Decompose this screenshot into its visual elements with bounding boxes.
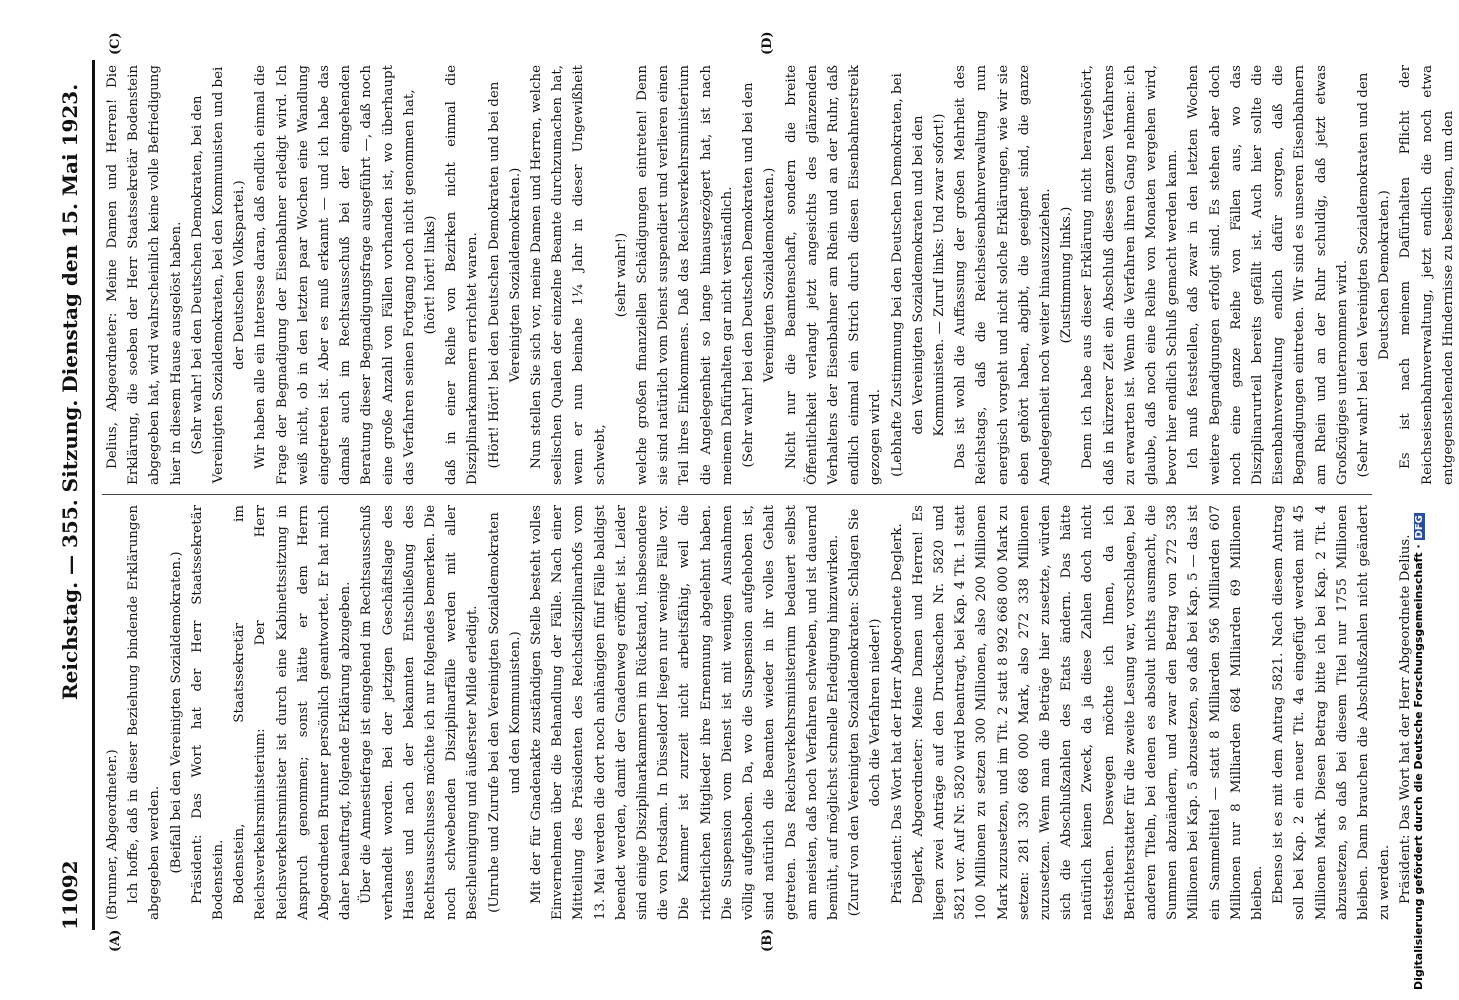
paragraph: (Sehr wahr! bei den Deutschen Demokraten und bei den Vereinigten Sozialdemokraten.)	[741, 82, 778, 468]
paragraph: (Sehr wahr! bei den Vereinigten Sozialdemokraten und den Deutschen Demokraten.)	[1355, 72, 1393, 478]
paragraph: Über die Amnestiefrage ist eingehend im Rechtsausschuß verhandelt worden. Bei der jetzigen Geschäftslage des Hauses und nach der bekannten Entschließung des Rechtsausschusses möchte ich nur folgendes bemerken. Die noch schwebenden Disziplinarfälle werden mit aller Beschleunigung und äußerster Milde erledigt.	[359, 505, 481, 920]
page-header	[50, 60, 90, 930]
paragraph: (Zuruf von den Vereinigten Sozialdemokraten: Schlagen Sie doch die Verfahren nieder!)	[847, 508, 884, 917]
paragraph: Mit der für Gnadenakte zuständigen Stelle besteht volles Einvernehmen über die Behandlung der Fälle. Nach einer Mitteilung des Präsidenten des Reichsdisziplinarhofs vom 13. Mai werden die dort noch anhängigen fünf Fälle baldigst beendet werden, damit der Gnadenweg eröffnet ist. Leider sind einige Disziplinarkammern im Rückstand, insbesondere die von Potsdam. In Düsseldorf liegen nur wenige Fälle vor. Die Kammer ist zurzeit nicht arbeitsfähig, weil die richterlichen Mitglieder ihre Ernennung abgelehnt haben. Die Suspension vom Dienst ist mit wenigen Ausnahmen völlig aufgehoben. Da, wo die Suspension aufgehoben ist, sind natürlich die Beamten wieder in ihr volles Gehalt getreten. Das Reichsverkehrsministerium bedauert selbst am meisten, daß noch Verfahren schweben, und ist dauernd bemüht, auf möglichst schnelle Erledigung hinzuwirken.	[529, 505, 841, 920]
paragraph: (sehr wahr!)	[613, 232, 629, 318]
paragraph: Bodenstein, Staatssekretär im Reichsverkehrsministerium: Der Herr Reichsverkehrsminister ist durch eine Kabinettssitzung in Anspruch genommen; sonst hätte er dem Herrn Abgeordneten Brunner persönlich geantwortet. Er hat mich daher beauftragt, folgende Erklärung abzugeben.	[232, 505, 354, 920]
paragraph: welche großen finanziellen Schädigungen eintreten! Denn sie sind natürlich vom Dienst suspendiert und verlieren einen Teil ihres Einkommens. Daß das Reichsverkehrsministerium die Angelegenheit so lange hinausgezögert hat, ist nach meinem Dafürhalten gar nicht verständlich.	[635, 65, 735, 485]
dfg-logo: DFG	[1414, 515, 1425, 539]
paragraph: Präsident: Das Wort hat der Herr Staatssekretär Bodenstein.	[189, 505, 227, 920]
paragraph: (Brunner, Abgeordneter.)	[105, 749, 120, 920]
margin-letter-d: (D)	[760, 31, 775, 55]
paragraph: Deglerk, Abgeordneter: Meine Damen und Herren! Es liegen zwei Anträge auf den Drucksachen Nr. 5820 und 5821 vor. Auf Nr. 5820 wird beantragt, bei Kap. 4 Tit. 1 statt 100 Millionen zu setzen 300 Millionen, also 200 Millionen Mark zuzusetzen, und im Tit. 2 statt 8 992 668 000 Mark zu setzen: 281 330 668 000 Mark, also 272 338 Millionen zuzusetzen. Wenn man die Beträge hier zusetzte, würden sich die Abschlußzahlen des Etats ändern. Das hätte natürlich keinen Zweck, da ja diese Zahlen doch nicht feststehen. Deswegen möchte ich Ihnen, da ich Berichterstatter für die zweite Lesung war, vorschlagen, bei anderen Titeln, bei denen es absolut nichts ausmacht, die Summen abzuändern, und zwar den Betrag von 272 538 Millionen bei Kap. 5 abzusetzen, so daß bei Kap. 5 — das ist ein Sammeltitel — statt 8 Milliarden 956 Milliarden 607 Millionen nur 8 Milliarden 684 Milliarden 69 Millionen bleiben.	[910, 505, 1265, 920]
credit-text: Digitalisierung gefördert durch die Deutsche Forschungsgemeinschaft ·	[1412, 544, 1425, 990]
paragraph: Ebenso ist es mit dem Antrag 5821. Nach diesem Antrag soll bei Kap. 2 ein neuer Tit. 4a eingefügt werden mit 45 Millionen Mark. Diesen Betrag bitte ich bei Kap. 2 Tit. 4 abzusetzen, so daß bei diesem Titel nur 1755 Millionen bleiben. Dann brauchen die Abschlußzahlen nicht geändert zu werden.	[1271, 505, 1393, 920]
page-number: 11092	[58, 860, 82, 930]
page-title: Reichstag. — 355. Sitzung. Dienstag den 15. Mai 1923.	[58, 83, 82, 700]
paragraph: Denn ich habe aus dieser Erklärung nicht herausgehört, daß in kürzerer Zeit ein Abschluß dieses ganzen Verfahrens zu erwarten ist. Wenn die Verfahren ihren Gang nehmen: ich glaube, daß noch eine Reihe von Monaten vergehen wird, bevor hier endlich Schluß gemacht werden kann.	[1080, 65, 1181, 485]
paragraph: Es ist nach meinem Dafürhalten Pflicht der Reichseisenbahnverwaltung, jetzt endlich die noch etwa entgegenstehenden Hindernisse zu beseitigen, um den	[1398, 65, 1456, 485]
paragraph: Das ist wohl die Auffassung der großen Mehrheit des Reichstags, daß die Reichseisenbahnverwaltung nun energisch vorgeht und nicht solche Erklärungen, wie wir sie eben gehört haben, abgibt, die geeignet sind, die ganze Angelegenheit noch weiter hinauszuziehen.	[953, 65, 1053, 485]
paragraph: daß in einer Reihe von Bezirken nicht einmal die Disziplinarkammern errichtet waren.	[444, 65, 481, 485]
paragraph: Wir haben alle ein Interesse daran, daß endlich einmal die Frage der Begnadigung der Eisenbahner erledigt wird. Ich weiß nicht, ob in den letzten paar Wochen eine Wandlung eingetreten ist. Aber es muß erkannt — und ich habe das damals auch im Rechtsausschuß bei der eingehenden Beratung dieser Begnadigungsfrage ausgeführt —, daß noch eine große Anzahl von Fällen vorhanden ist, wo überhaupt das Verfahren seinen Fortgang noch nicht genommen hat,	[253, 65, 417, 485]
column-separator	[102, 494, 1372, 495]
margin-letter-a: (A)	[108, 929, 123, 952]
paragraph: (Lebhafte Zustimmung bei den Deutschen Demokraten, bei den Vereinigten Sozialdemokraten und bei den Kommunisten. — Zuruf links: Und zwar sofort!)	[889, 73, 947, 477]
paragraph: Nun stellen Sie sich vor, meine Damen und Herren, welche seelischen Qualen der einzelne Beamte durchzumachen hat, wenn er nun beinahe 1¼ Jahr in dieser Ungewißheit schwebt,	[529, 65, 608, 485]
paragraph: Delius, Abgeordneter: Meine Damen und Herren! Die Erklärung, die soeben der Herr Staatssekretär Bodenstein abgegeben hat, wird wahrscheinlich keine volle Befriedigung hier in diesem Hause ausgelöst haben.	[105, 65, 184, 485]
text-column-left	[102, 505, 1417, 920]
paragraph: (Hört! Hört! bei den Deutschen Demokraten und bei den Vereinigten Sozialdemokraten.)	[486, 81, 523, 469]
paragraph: Ich hoffe, daß in dieser Beziehung bindende Erklärungen abgegeben werden.	[126, 505, 163, 920]
margin-letter-b: (B)	[760, 928, 775, 952]
text-column-right	[102, 65, 1459, 485]
paragraph: Präsident: Das Wort hat der Herr Abgeordnete Deglerk.	[889, 523, 905, 904]
paragraph: (Sehr wahr! bei den Deutschen Demokraten, bei den Vereinigten Sozialdemokraten, bei den Kommunisten und bei der Deutschen Volkspartei.)	[189, 66, 248, 484]
paragraph: Ich muß feststellen, daß zwar in den letzten Wochen weitere Begnadigungen erfolgt sind. Es stehen aber doch noch eine ganze Reihe von Fällen aus, wo das Disziplinarurteil bereits gefällt ist. Auch hier sollte die Eisenbahnverwaltung endlich dafür sorgen, daß die Begnadigungen eintreten. Wir sind es unseren Eisenbahnern am Rhein und an der Ruhr schuldig, daß jetzt etwas Großzügiges unternommen wird.	[1186, 65, 1350, 485]
paragraph: Nicht nur die Beamtenschaft, sondern die breite Öffentlichkeit verlangt jetzt angesichts des glänzenden Verhaltens der Eisenbahner am Rhein und an der Ruhr, daß endlich einmal ein Strich durch diesen Eisenbahnerstreik gezogen wird.	[783, 65, 884, 485]
paragraph: (Unruhe und Zurufe bei den Vereinigten Sozialdemokraten und den Kommunisten.)	[486, 512, 523, 913]
digitization-credit	[1412, 513, 1425, 990]
paragraph: Präsident: Das Wort hat der Herr Abgeordnete Delius.	[1398, 534, 1414, 904]
paragraph: (hört! hört! links)	[423, 215, 439, 335]
margin-letter-c: (C)	[108, 32, 123, 55]
paragraph: (Zustimmung links.)	[1059, 206, 1075, 344]
header-rule	[92, 60, 95, 930]
paragraph: (Beifall bei den Vereinigten Sozialdemokraten.)	[168, 551, 184, 874]
